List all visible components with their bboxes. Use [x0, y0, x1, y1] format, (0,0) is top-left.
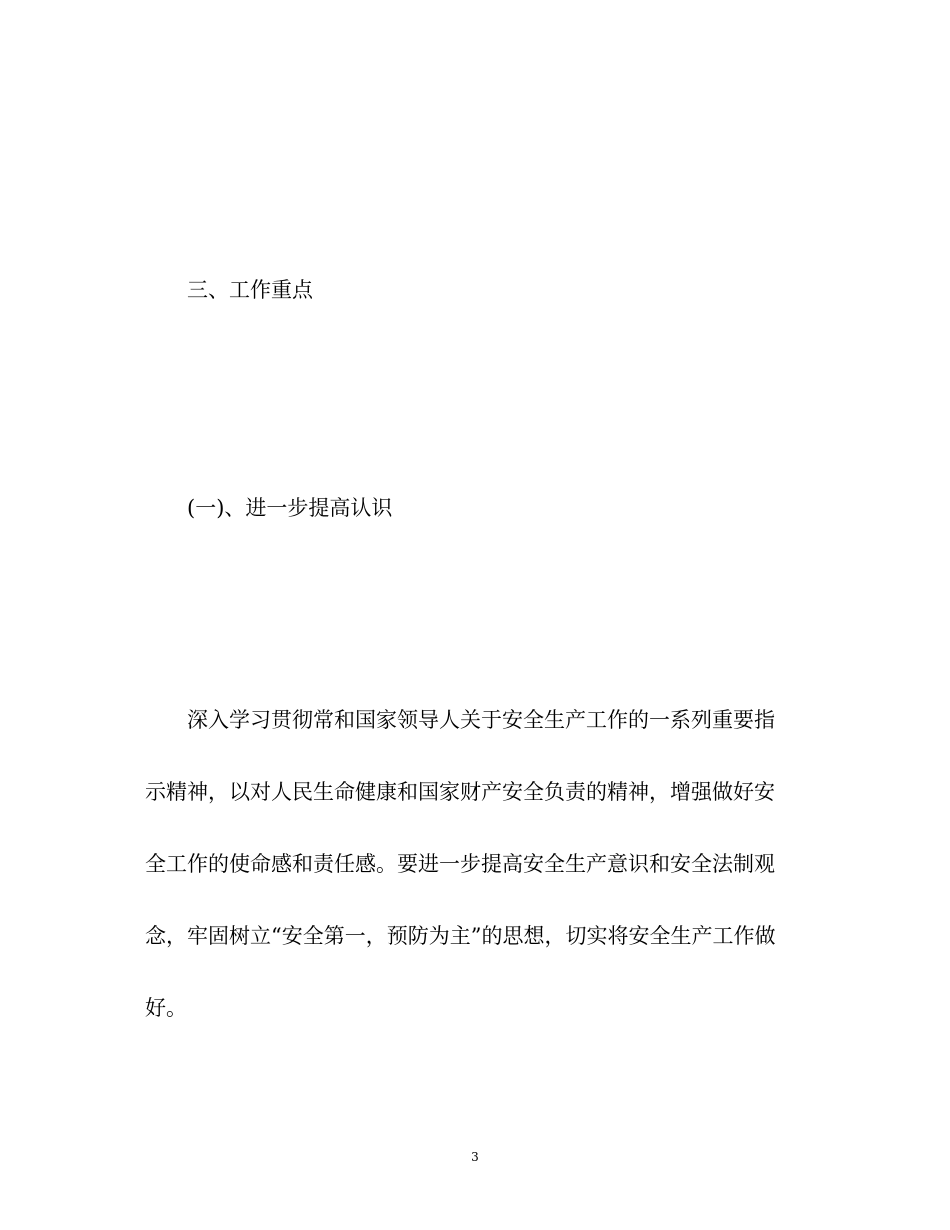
subsection-heading: (一)、进一步提高认识 — [187, 496, 393, 520]
paragraph-line: 全工作的使命感和责任感。要进一步提高安全生产意识和安全法制观 — [145, 852, 775, 876]
body-paragraph — [145, 706, 805, 1066]
paragraph-line: 深入学习贯彻常和国家领导人关于安全生产工作的一系列重要指 — [187, 708, 775, 732]
paragraph-line: 好。 — [145, 996, 187, 1020]
paragraph-line: 念，牢固树立“安全第一，预防为主”的思想，切实将安全生产工作做 — [145, 924, 776, 948]
page-number: 3 — [471, 1150, 479, 1164]
section-heading: 三、工作重点 — [187, 278, 313, 302]
paragraph-line: 示精神，以对人民生命健康和国家财产安全负责的精神，增强做好安 — [145, 780, 775, 804]
